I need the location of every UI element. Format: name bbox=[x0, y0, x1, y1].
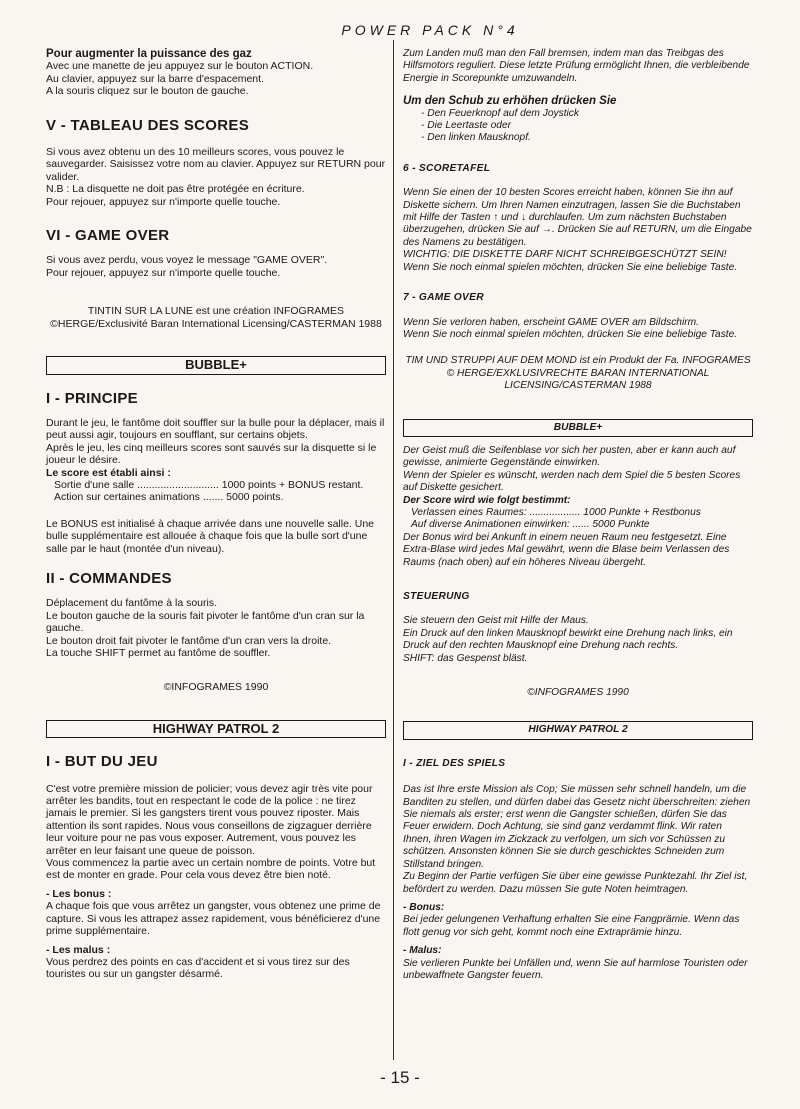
score-row: Action sur certaines animations ....... 5000 points. bbox=[54, 491, 284, 504]
highway-box-title: HIGHWAY PATROL 2 bbox=[46, 720, 386, 738]
scoretafel-text: WICHTIG: DIE DISKETTE DARF NICHT SCHREIBGESCHÜTZT SEIN! bbox=[403, 249, 727, 261]
intro-text: Zum Landen muß man den Fall bremsen, indem man das Treibgas des Hilfsmotors reguliert. Diese letzte Prüfung ermöglicht Ihnen, die verbleibende Energie in Scorepunkte umzuwandeln. bbox=[403, 48, 750, 84]
credit-line-de: LICENSING/CASTERMAN 1988 bbox=[504, 380, 652, 392]
bubble-box-title: BUBBLE+ bbox=[46, 356, 386, 374]
right-column bbox=[403, 48, 753, 982]
but-text: C'est votre première mission de policier; vous devez agir très vite pour arrêter les bandits, tout en respectant le code de la police : ne tirez jamais le premier. Si les gangsters tirent vous pouvez riposter. Mais attention ils sont rapides. Nous vous conseillons de zigzaguer derrière leur voiture pour ne pas vous exposer. Autrement, vous pouvez les arrêter en leur faisant une queue de poisson. bbox=[46, 782, 373, 857]
scoretafel-text: Wenn Sie einen der 10 besten Scores erreicht haben, können Sie ihn auf Diskette sichern. Um Ihren Namen einzutragen, lassen Sie die Buchstaben mit Hilfe der Tasten ↑ und ↓ durchlaufen. Um zum nächsten Buchstaben überzugehen, drücken Sie auf →. Drücken Sie auf RETURN, um die Eingabe des Namens zu bestätigen. bbox=[403, 187, 752, 248]
credit-line-de: © HERGE/EXKLUSIVRECHTE BARAN INTERNATIONAL bbox=[446, 367, 710, 379]
gas-line: Avec une manette de jeu appuyez sur le bouton ACTION. bbox=[46, 60, 314, 73]
left-column bbox=[46, 48, 386, 981]
score-title-de: Der Score wird wie folgt bestimmt: bbox=[403, 494, 571, 506]
malus-title-de: - Malus: bbox=[403, 945, 442, 957]
steuerung-line: Sie steuern den Geist mit Hilfe der Maus. bbox=[403, 615, 589, 627]
scores-text: Pour rejouer, appuyez sur n'importe quelle touche. bbox=[46, 195, 281, 208]
scores-title: V - TABLEAU DES SCORES bbox=[46, 116, 250, 134]
ziel-title: I - ZIEL DES SPIELS bbox=[403, 757, 506, 769]
commandes-title: II - COMMANDES bbox=[46, 569, 172, 587]
bubble-text-de: Der Geist muß die Seifenblase vor sich her pusten, aber er kann auch auf gewisse, animierte Gegenstände einwirken. bbox=[403, 444, 736, 469]
scores-text: N.B : La disquette ne doit pas être protégée en écriture. bbox=[46, 183, 305, 196]
column-divider bbox=[393, 40, 394, 1060]
schub-item: - Den linken Mausknopf. bbox=[421, 132, 531, 144]
score-row: Sortie d'une salle ............................ 1000 points + BONUS restant. bbox=[54, 478, 364, 491]
bonus-desc-de: Bei jeder gelungenen Verhaftung erhalten Sie eine Fangprämie. Wenn das flott genug vor sich geht, kommt noch eine Extraprämie hinzu. bbox=[403, 914, 740, 938]
bubble-box-title-de: BUBBLE+ bbox=[403, 419, 753, 437]
bonus-text: Le BONUS est initialisé à chaque arrivée dans une nouvelle salle. Une bulle supplémentaire est allouée à chaque fois que la bulle sort d'une salle par le haut (montée d'un niveau). bbox=[46, 517, 375, 555]
steuerung-line: SHIFT: das Gespenst bläst. bbox=[403, 652, 528, 664]
credit-line-de: TIM UND STRUPPI AUF DEM MOND ist ein Produkt der Fa. INFOGRAMES bbox=[405, 355, 751, 367]
bonus-desc: A chaque fois que vous arrêtez un gangster, vous obtenez une prime de capture. Si vous les attrapez assez rapidement, vous bénéficierez d'une prime supplémentaire. bbox=[46, 900, 381, 938]
credit-line: TINTIN SUR LA LUNE est une création INFOGRAMES bbox=[87, 305, 345, 318]
gameover-text: Si vous avez perdu, vous voyez le message "GAME OVER". bbox=[46, 254, 328, 267]
gameover-text: Pour rejouer, appuyez sur n'importe quelle touche. bbox=[46, 266, 281, 279]
score-title: Le score est établi ainsi : bbox=[46, 466, 171, 479]
schub-title: Um den Schub zu erhöhen drücken Sie bbox=[403, 95, 617, 108]
scores-text: Si vous avez obtenu un des 10 meilleurs scores, vous pouvez le sauvegarder. Saisissez votre nom au clavier. Appuyez sur RETURN pour valider. bbox=[46, 146, 386, 183]
bonus-text-de: Der Bonus wird bei Ankunft in einem neuen Raum neu festgesetzt. Eine Extra-Blase wird jedes Mal gewährt, wenn die Blase beim Verlassen des Raums (nach oben) auf ein höheres Niveau übergeht. bbox=[403, 531, 730, 568]
schub-item: - Die Leertaste oder bbox=[421, 120, 512, 132]
ziel-text: Zu Beginn der Partie verfügen Sie über eine gewisse Punktezahl. Ihr Ziel ist, befördert zu werden. Dazu müssen Sie gute Noten heimtragen. bbox=[403, 871, 748, 895]
malus-desc-de: Sie verlieren Punkte bei Unfällen und, wenn Sie auf harmlose Touristen oder unbewaffnete Gangster feuern. bbox=[403, 957, 748, 981]
commandes-line: Le bouton gauche de la souris fait pivoter le fantôme d'un cran sur la gauche. bbox=[46, 609, 365, 635]
score-row-de: Auf diverse Animationen einwirken: ...... 5000 Punkte bbox=[411, 519, 650, 531]
page-number: - 15 - bbox=[380, 1068, 420, 1087]
steuerung-line: Ein Druck auf den linken Mausknopf bewirkt eine Drehung nach links, ein Druck auf den rechten Mausknopf eine Drehung nach rechts. bbox=[403, 627, 733, 652]
scoretafel-title: 6 - SCORETAFEL bbox=[403, 162, 491, 174]
bonus-title-de: - Bonus: bbox=[403, 901, 445, 913]
commandes-line: Déplacement du fantôme à la souris. bbox=[46, 597, 218, 610]
bonus-title: - Les bonus : bbox=[46, 887, 112, 900]
scoretafel-text: Wenn Sie noch einmal spielen möchten, drücken Sie eine beliebige Taste. bbox=[403, 261, 738, 273]
malus-title: - Les malus : bbox=[46, 943, 111, 956]
commandes-line: La touche SHIFT permet au fantôme de souffler. bbox=[46, 647, 271, 659]
gameover-title: VI - GAME OVER bbox=[46, 227, 170, 245]
score-row-de: Verlassen eines Raumes: .................. 1000 Punkte + Restbonus bbox=[411, 506, 701, 518]
malus-desc: Vous perdrez des points en cas d'accident et si vous tirez sur des touristes ou sur un gangster désarmé. bbox=[46, 955, 350, 981]
but-title: I - BUT DU JEU bbox=[46, 753, 158, 771]
bubble-text-de: Wenn der Spieler es wünscht, werden nach dem Spiel die 5 besten Scores auf Diskette gesichert. bbox=[403, 469, 741, 494]
page-header: POWER PACK N°4 bbox=[341, 22, 519, 38]
but-text: Vous commencez la partie avec un certain nombre de points. Votre but est de monter en grade. Pour cela vous devez être bien noté. bbox=[46, 857, 376, 882]
principe-text: Durant le jeu, le fantôme doit souffler sur la bulle pour la déplacer, mais il peut aussi agir, toujours en soufflant, sur certains objets. bbox=[46, 416, 385, 442]
gameover-text-de: Wenn Sie verloren haben, erscheint GAME OVER am Bildschirm. bbox=[403, 316, 699, 328]
principe-text: Après le jeu, les cinq meilleurs scores sont sauvés sur la disquette si le joueur le désire. bbox=[46, 441, 377, 467]
infogrames-credit-de: ©INFOGRAMES 1990 bbox=[527, 687, 629, 699]
gas-title: Pour augmenter la puissance des gaz bbox=[46, 48, 252, 60]
ziel-text: Das ist Ihre erste Mission als Cop; Sie müssen sehr schnell handeln, um die Banditen zu stellen, und dürfen dabei das Gesetz nicht überschreiten: ziehen Sie niemals als erster; erst wenn die Gangster schießen, dürfen Sie das Feuer erwidern. Doch Achtung, sie sind ganz verdammt flink. Wir raten Ihnen, ihren Wagen im Zickzack zu verfolgen, um sich vor Schüssen zu schützen. Ansonsten können Sie sie durch geschicktes Schneiden zum Stillstand bringen. bbox=[403, 784, 751, 870]
gas-line: A la souris cliquez sur le bouton de gauche. bbox=[46, 85, 249, 98]
gameover-text-de: Wenn Sie noch einmal spielen möchten, drücken Sie eine beliebige Taste. bbox=[403, 328, 738, 340]
gas-line: Au clavier, appuyez sur la barre d'espacement. bbox=[46, 72, 264, 85]
commandes-line: Le bouton droit fait pivoter le fantôme d'un cran vers la droite. bbox=[46, 634, 332, 647]
schub-item: - Den Feuerknopf auf dem Joystick bbox=[421, 107, 579, 119]
credit-line: ©HERGE/Exclusivité Baran International Licensing/CASTERMAN 1988 bbox=[50, 317, 382, 330]
principe-title: I - PRINCIPE bbox=[46, 389, 138, 407]
gameover-title-de: 7 - GAME OVER bbox=[403, 292, 484, 304]
infogrames-credit: ©INFOGRAMES 1990 bbox=[163, 681, 269, 694]
highway-box-title-de: HIGHWAY PATROL 2 bbox=[403, 721, 753, 739]
steuerung-title: STEUERUNG bbox=[403, 591, 470, 602]
